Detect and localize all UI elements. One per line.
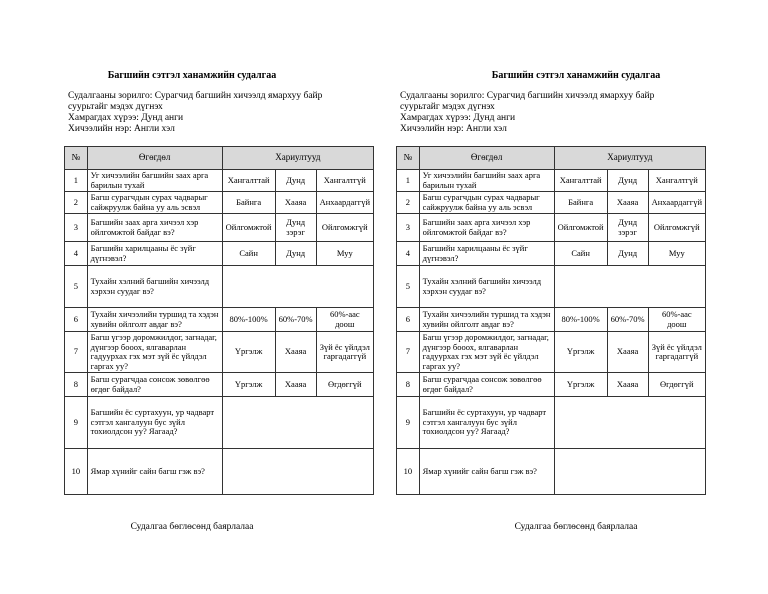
survey-purpose: Судалгааны зорилго: Сурагчид багшийн хичээлд ямархуу байр суурьтайг мэдэх дүгнэх — [400, 91, 655, 112]
answer-option[interactable]: Зүй ёс үйлдэл гаргадаггүй — [316, 332, 373, 373]
answer-option[interactable]: Сайн — [554, 242, 607, 266]
answer-option[interactable]: 80%-100% — [222, 308, 275, 332]
row-number: 2 — [397, 192, 420, 214]
table-header-row — [397, 147, 706, 170]
answer-option[interactable]: Анхаардаггүй — [648, 192, 705, 214]
row-number: 4 — [65, 242, 88, 266]
row-question: Ямар хүнийг сайн багш гэж вэ? — [419, 449, 554, 495]
survey-footer: Судалгаа бөглөсөнд баярлалаа — [130, 522, 254, 532]
row-number: 3 — [65, 214, 88, 242]
row-number: 2 — [65, 192, 88, 214]
row-question: Багш сурагчдын сурах чадварыг сайжруулж байна уу аль эсвэл — [87, 192, 222, 214]
answer-option[interactable]: Муу — [316, 242, 373, 266]
table-row — [65, 308, 374, 332]
answer-option[interactable]: Хааяа — [607, 373, 648, 397]
table-row — [397, 332, 706, 373]
row-number: 6 — [65, 308, 88, 332]
answer-option[interactable]: Үргэлж — [554, 332, 607, 373]
row-number: 9 — [397, 397, 420, 449]
table-row — [65, 242, 374, 266]
answer-option[interactable]: Дунд — [607, 170, 648, 192]
header-num: № — [397, 147, 420, 170]
row-question: Багшийн ёс суртахуун, ур чадварт сэтгэл хангалуун бус зүйл тохиолдсон уу? Яагаад? — [419, 397, 554, 449]
open-answer-area[interactable] — [554, 397, 705, 449]
row-question: Тухайн хичээлийн туршид та хэдэн хувийн ойлголт авдаг вэ? — [87, 308, 222, 332]
row-number: 1 — [65, 170, 88, 192]
answer-option[interactable]: Байнга — [222, 192, 275, 214]
table-row — [397, 192, 706, 214]
table-row — [397, 242, 706, 266]
answer-option[interactable]: 60%-аас доош — [648, 308, 705, 332]
open-answer-area[interactable] — [222, 266, 373, 308]
answer-option[interactable]: Үргэлж — [554, 373, 607, 397]
answer-option[interactable]: Байнга — [554, 192, 607, 214]
answer-option[interactable]: Анхаардаггүй — [316, 192, 373, 214]
row-question: Уг хичээлийн багшийн заах арга барилын тухай — [87, 170, 222, 192]
survey-table — [396, 146, 706, 495]
answer-option[interactable]: Зүй ёс үйлдэл гаргадаггүй — [648, 332, 705, 373]
row-question: Багшийн заах арга хичээл хэр ойлгомжтой байдаг вэ? — [419, 214, 554, 242]
table-row — [65, 214, 374, 242]
table-row — [65, 449, 374, 495]
answer-option[interactable]: Хааяа — [275, 332, 316, 373]
row-number: 7 — [397, 332, 420, 373]
answer-option[interactable]: Дунд — [275, 170, 316, 192]
header-question: Өгөгдөл — [87, 147, 222, 170]
header-answers: Хариултууд — [222, 147, 373, 170]
answer-option[interactable]: Ойлгомжтой — [222, 214, 275, 242]
row-number: 5 — [397, 266, 420, 308]
answer-option[interactable]: Үргэлж — [222, 373, 275, 397]
survey-subject: Хичээлийн нэр: Англи хэл — [68, 124, 175, 134]
row-number: 5 — [65, 266, 88, 308]
table-row — [397, 373, 706, 397]
table-row — [65, 397, 374, 449]
answer-option[interactable]: Хааяа — [607, 332, 648, 373]
open-answer-area[interactable] — [554, 266, 705, 308]
row-question: Тухайн хэлний багшийн хичээлд хэрхэн суудаг вэ? — [87, 266, 222, 308]
table-row — [397, 449, 706, 495]
row-question: Багшийн харилцааны ёс зүйг дүгнэвэл? — [419, 242, 554, 266]
row-number: 4 — [397, 242, 420, 266]
row-question: Ямар хүнийг сайн багш гэж вэ? — [87, 449, 222, 495]
answer-option[interactable]: Дунд зэрэг — [275, 214, 316, 242]
table-row — [65, 266, 374, 308]
open-answer-area[interactable] — [222, 449, 373, 495]
answer-option[interactable]: Дунд зэрэг — [607, 214, 648, 242]
answer-option[interactable]: Ойлгомжгүй — [316, 214, 373, 242]
survey-meta — [400, 91, 680, 135]
header-question: Өгөгдөл — [419, 147, 554, 170]
row-question: Уг хичээлийн багшийн заах арга барилын тухай — [419, 170, 554, 192]
survey-title: Багшийн сэтгэл ханамжийн судалгаа — [107, 70, 277, 81]
row-number: 3 — [397, 214, 420, 242]
survey-table — [64, 146, 374, 495]
table-row — [65, 192, 374, 214]
survey-footer: Судалгаа бөглөсөнд баярлалаа — [514, 522, 638, 532]
answer-option[interactable]: Хангалттай — [554, 170, 607, 192]
row-question: Тухайн хэлний багшийн хичээлд хэрхэн суудаг вэ? — [419, 266, 554, 308]
answer-option[interactable]: Муу — [648, 242, 705, 266]
answer-option[interactable]: Хангалтгүй — [648, 170, 705, 192]
answer-option[interactable]: Өгдөггүй — [648, 373, 705, 397]
answer-option[interactable]: Сайн — [222, 242, 275, 266]
answer-option[interactable]: Хангалтгүй — [316, 170, 373, 192]
answer-option[interactable]: Үргэлж — [222, 332, 275, 373]
answer-option[interactable]: Хангалттай — [222, 170, 275, 192]
survey-audience: Хамрагдах хүрээ: Дунд анги — [400, 113, 516, 123]
answer-option[interactable]: Дунд — [607, 242, 648, 266]
row-question: Тухайн хичээлийн туршид та хэдэн хувийн ойлголт авдаг вэ? — [419, 308, 554, 332]
row-number: 7 — [65, 332, 88, 373]
answer-option[interactable]: Хааяа — [275, 373, 316, 397]
row-question: Багш үгээр доромжилдог, загнадаг, дүнгээр бооох, ялгаварлан гадуурхах гэх мэт зүй ёс үйлдэл гаргах уу? — [419, 332, 554, 373]
row-number: 8 — [65, 373, 88, 397]
answer-option[interactable]: Өгдөггүй — [316, 373, 373, 397]
row-question: Багшийн харилцааны ёс зүйг дүгнэвэл? — [87, 242, 222, 266]
row-question: Багшийн ёс суртахуун, ур чадварт сэтгэл хангалуун бус зүйл тохиолдсон уу? Яагаад? — [87, 397, 222, 449]
row-number: 9 — [65, 397, 88, 449]
answer-option[interactable]: Хааяа — [607, 192, 648, 214]
row-question: Багш сурагчдын сурах чадварыг сайжруулж байна уу аль эсвэл — [419, 192, 554, 214]
table-row — [397, 266, 706, 308]
table-row — [65, 170, 374, 192]
answer-option[interactable]: 60%-70% — [607, 308, 648, 332]
table-header-row — [65, 147, 374, 170]
survey-title: Багшийн сэтгэл ханамжийн судалгаа — [491, 70, 661, 81]
survey-purpose: Судалгааны зорилго: Сурагчид багшийн хичээлд ямархуу байр суурьтайг мэдэх дүгнэх — [68, 91, 323, 112]
answer-option[interactable]: Хааяа — [275, 192, 316, 214]
survey-meta — [68, 91, 348, 135]
row-number: 10 — [65, 449, 88, 495]
survey-subject: Хичээлийн нэр: Англи хэл — [400, 124, 507, 134]
row-question: Багш сурагчдаа сонсож зөвөлгөө өгдөг байдал? — [87, 373, 222, 397]
table-row — [397, 397, 706, 449]
table-row — [397, 308, 706, 332]
table-row — [65, 373, 374, 397]
row-number: 10 — [397, 449, 420, 495]
answer-option[interactable]: Ойлгомжтой — [554, 214, 607, 242]
open-answer-area[interactable] — [222, 397, 373, 449]
row-number: 1 — [397, 170, 420, 192]
header-num: № — [65, 147, 88, 170]
survey-sheet-right — [384, 0, 768, 594]
table-row — [397, 214, 706, 242]
header-answers: Хариултууд — [554, 147, 705, 170]
answer-option[interactable]: Дунд — [275, 242, 316, 266]
answer-option[interactable]: Ойлгомжгүй — [648, 214, 705, 242]
table-row — [397, 170, 706, 192]
answer-option[interactable]: 60%-70% — [275, 308, 316, 332]
row-number: 8 — [397, 373, 420, 397]
open-answer-area[interactable] — [554, 449, 705, 495]
answer-option[interactable]: 80%-100% — [554, 308, 607, 332]
row-question: Багш сурагчдаа сонсож зөвөлгөө өгдөг байдал? — [419, 373, 554, 397]
answer-option[interactable]: 60%-аас доош — [316, 308, 373, 332]
table-row — [65, 332, 374, 373]
row-question: Багшийн заах арга хичээл хэр ойлгомжтой байдаг вэ? — [87, 214, 222, 242]
survey-audience: Хамрагдах хүрээ: Дунд анги — [68, 113, 184, 123]
row-question: Багш үгээр доромжилдог, загнадаг, дүнгээр бооох, ялгаварлан гадуурхах гэх мэт зүй ёс үйлдэл гаргах уу? — [87, 332, 222, 373]
row-number: 6 — [397, 308, 420, 332]
